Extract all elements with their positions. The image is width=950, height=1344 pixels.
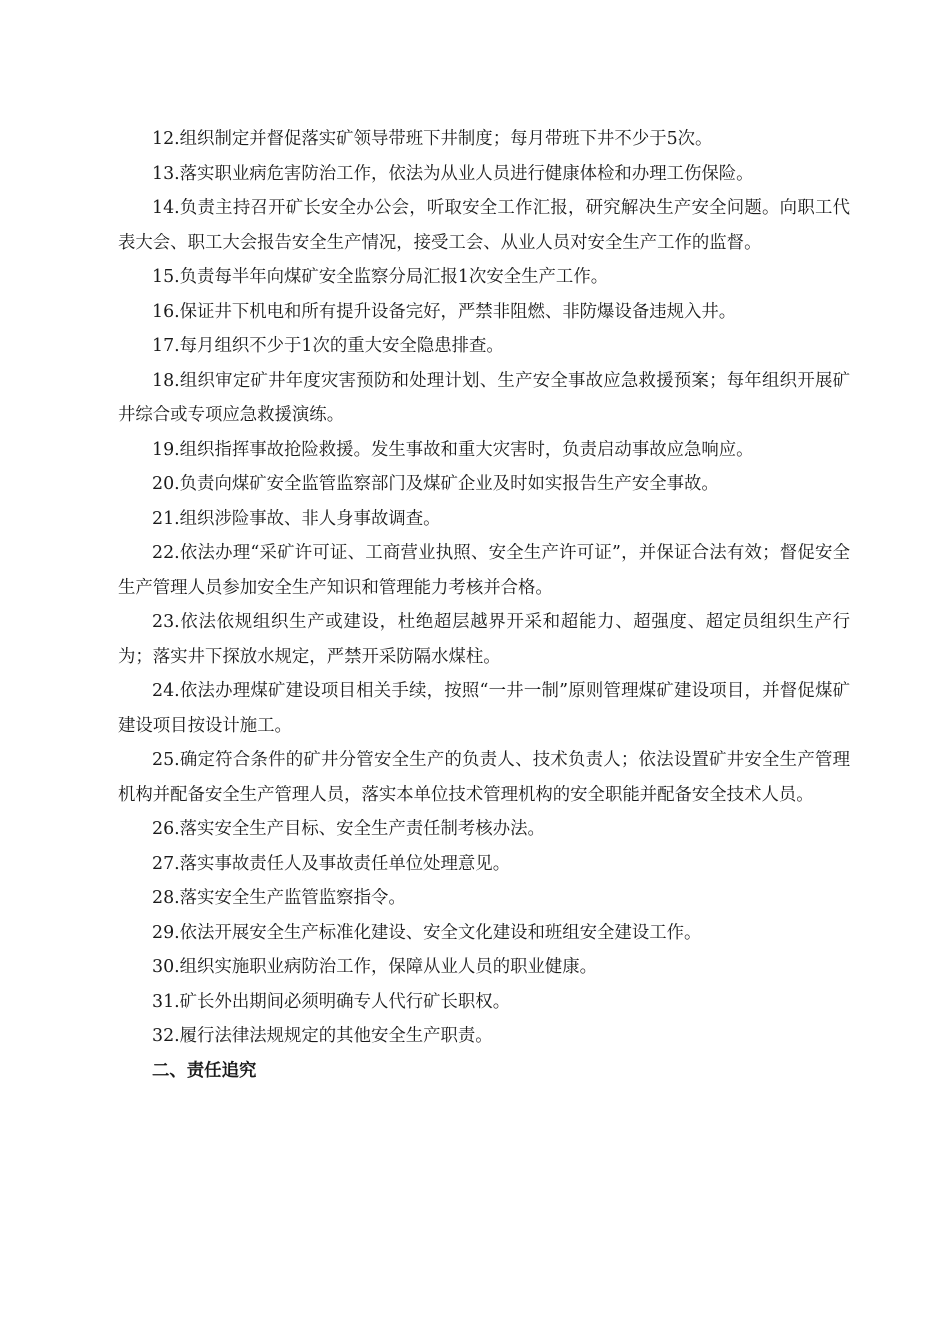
list-item: 25.确定符合条件的矿井分管安全生产的负责人、技术负责人；依法设置矿井安全生产管理机构并配备安全生产管理人员，落实本单位技术管理机构的安全职能并配备安全技术人员。 [118,750,850,805]
list-item: 27.落实事故责任人及事故责任单位处理意见。 [152,853,511,874]
list-item: 21.组织涉险事故、非人身事故调查。 [152,508,441,529]
list-item: 14.负责主持召开矿长安全办公会，听取安全工作汇报，研究解决生产安全问题。向职工代表大会、职工大会报告安全生产情况，接受工会、从业人员对安全生产工作的监督。 [118,198,850,253]
list-item: 18.组织审定矿井年度灾害预防和处理计划、生产安全事故应急救援预案；每年组织开展矿井综合或专项应急救援演练。 [118,370,850,425]
list-item: 15.负责每半年向煤矿安全监察分局汇报1次安全生产工作。 [152,267,609,287]
list-item: 30.组织实施职业病防治工作，保障从业人员的职业健康。 [152,957,598,977]
list-item: 19.组织指挥事故抢险救援。发生事故和重大灾害时，负责启动事故应急响应。 [152,439,754,460]
section-heading: 二、责任追究 [152,1060,257,1081]
list-item: 29.依法开展安全生产标准化建设、安全文化建设和班组安全建设工作。 [152,922,702,943]
list-item: 28.落实安全生产监管监察指令。 [152,888,406,908]
list-item: 20.负责向煤矿安全监管监察部门及煤矿企业及时如实报告生产安全事故。 [152,474,719,494]
list-item: 31.矿长外出期间必须明确专人代行矿长职权。 [152,991,511,1012]
list-item: 16.保证井下机电和所有提升设备完好，严禁非阻燃、非防爆设备违规入井。 [152,301,737,322]
list-item: 26.落实安全生产目标、安全生产责任制考核办法。 [152,819,545,839]
list-item: 12.组织制定并督促落实矿领导带班下井制度；每月带班下井不少于5次。 [152,129,713,149]
list-item: 17.每月组织不少于1次的重大安全隐患排查。 [152,336,504,356]
list-item: 24.依法办理煤矿建设项目相关手续，按照“一井一制”原则管理煤矿建设项目，并督促煤矿建设项目按设计施工。 [118,681,850,736]
list-item: 32.履行法律法规规定的其他安全生产职责。 [152,1026,493,1046]
list-item: 13.落实职业病危害防治工作，依法为从业人员进行健康体检和办理工伤保险。 [152,163,754,184]
list-item: 22.依法办理“采矿许可证、工商营业执照、安全生产许可证”，并保证合法有效；督促安全生产管理人员参加安全生产知识和管理能力考核并合格。 [118,543,850,598]
list-item: 23.依法依规组织生产或建设，杜绝超层越界开采和超能力、超强度、超定员组织生产行为；落实井下探放水规定，严禁开采防隔水煤柱。 [118,612,850,667]
document-page [118,122,850,1088]
